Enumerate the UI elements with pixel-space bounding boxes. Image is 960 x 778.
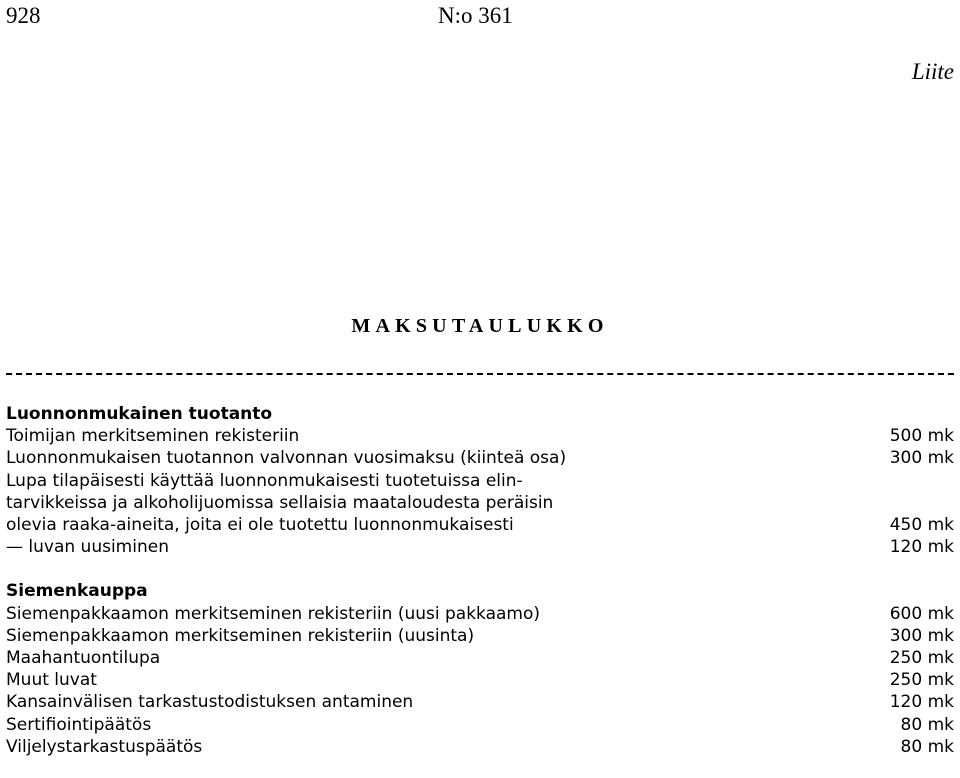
fee-amount: 450 mk [889,515,954,535]
fee-row [6,647,954,669]
fee-description: Siemenpakkaamon merkitseminen rekisteriin (uusi pakkaamo) [6,603,541,624]
dashed-divider [6,373,954,375]
fee-description: Toimijan merkitseminen rekisteriin [6,426,300,447]
fee-row [6,470,954,537]
section-seed-trade [6,580,954,758]
fee-row [6,669,954,691]
fee-description: Viljelystarkastuspäätös [6,736,203,757]
fee-amount: 80 mk [900,736,954,757]
fee-description: Muut luvat [6,670,97,691]
fee-description: Kansainvälisen tarkastustodistuksen antaminen [6,692,414,713]
fee-table [6,403,954,758]
section-organic-production [6,403,954,558]
fee-amount: 600 mk [889,603,954,624]
fee-description: Luonnonmukaisen tuotannon valvonnan vuosimaksu (kiinteä osa) [6,448,567,469]
fee-row [6,691,954,713]
document-id: N:o 361 [438,3,513,28]
appendix-label: Liite [911,59,954,84]
fee-amount: 500 mk [889,426,954,447]
fee-description: Maahantuontilupa [6,648,161,668]
fee-row [6,536,954,558]
fee-amount: 250 mk [889,648,954,668]
page-number: 928 [6,3,41,28]
fee-amount: 250 mk [889,670,954,691]
fee-description: Siemenpakkaamon merkitseminen rekisteriin (uusinta) [6,625,475,646]
fee-amount: 120 mk [889,692,954,713]
section-heading: Luonnonmukainen tuotanto [6,404,273,424]
fee-row [6,447,954,469]
fee-description: — luvan uusiminen [6,537,169,558]
fee-row [6,736,954,758]
fee-amount: 300 mk [889,448,954,469]
fee-amount: 300 mk [889,625,954,646]
fee-row [6,425,954,447]
fee-amount: 80 mk [900,714,954,735]
fee-row [6,714,954,736]
fee-description: Sertifiointipäätös [6,714,152,735]
fee-row [6,625,954,647]
section-heading: Siemenkauppa [6,581,148,602]
fee-row [6,603,954,625]
document-title: MAKSUTAULUKKO [351,315,609,337]
fee-description: Lupa tilapäisesti käyttää luonnonmukaisesti tuotetuissa elin- tarvikkeissa ja alkoholijuomissa sellaisia maataloudesta peräisin olevia raaka-aineita, joita ei ole tuotettu luonnonmukaisesti [6,470,554,535]
fee-amount: 120 mk [889,537,954,558]
